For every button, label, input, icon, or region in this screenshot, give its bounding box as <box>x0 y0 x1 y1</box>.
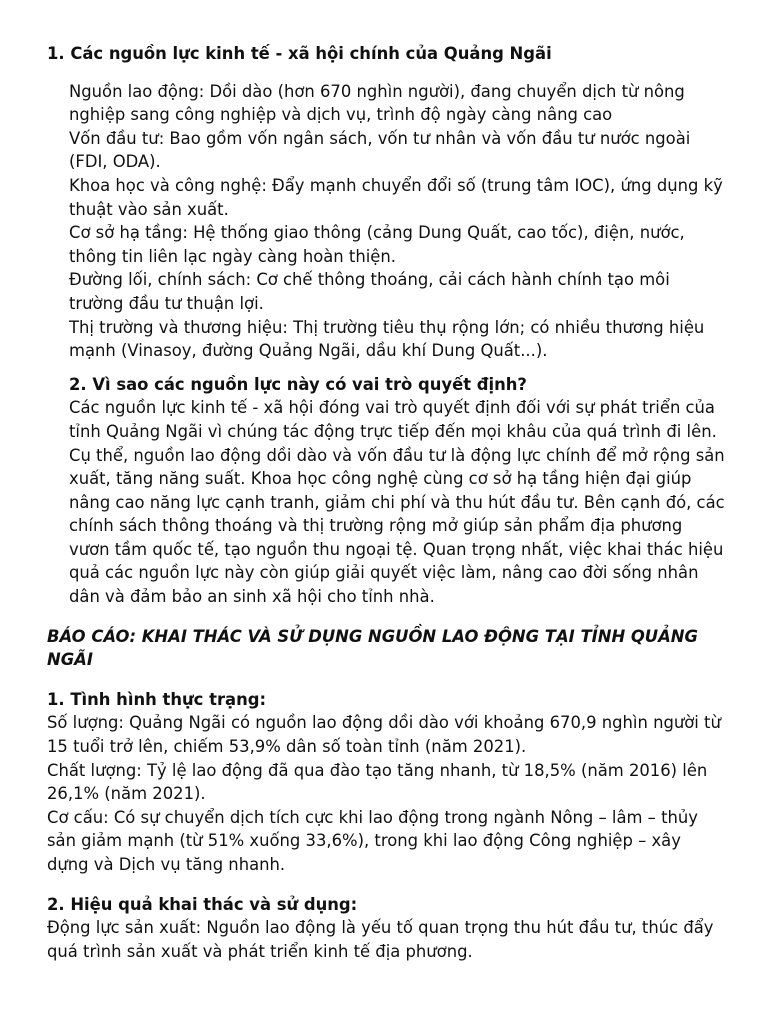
section1-item-market: Thị trường và thương hiệu: Thị trường tiêu thụ rộng lớn; có nhiều thương hiệu mạnh (Vinasoy, đường Quảng Ngãi, dầu khí Dung Quất...). <box>69 317 705 361</box>
report-part2-heading: 2. Hiệu quả khai thác và sử dụng: <box>47 894 358 914</box>
section2-block <box>47 373 727 609</box>
section1-heading: 1. Các nguồn lực kinh tế - xã hội chính của Quảng Ngãi <box>47 44 552 63</box>
section1-item-capital: Vốn đầu tư: Bao gồm vốn ngân sách, vốn tư nhân và vốn đầu tư nước ngoài (FDI, ODA). <box>69 128 691 172</box>
section1-item-policy: Đường lối, chính sách: Cơ chế thông thoáng, cải cách hành chính tạo môi trường đầu tư thuận lợi. <box>69 270 670 313</box>
report-part1-item-quality: Chất lượng: Tỷ lệ lao động đã qua đào tạo tăng nhanh, từ 18,5% (năm 2016) lên 26,1% (năm 2021). <box>47 760 708 804</box>
document-page <box>47 42 727 963</box>
section2-heading: 2. Vì sao các nguồn lực này có vai trò quyết định? <box>69 374 527 394</box>
report-part1-heading: 1. Tình hình thực trạng: <box>47 689 267 709</box>
report-part2-item-production: Động lực sản xuất: Nguồn lao động là yếu tố quan trọng thu hút đầu tư, thúc đẩy quá trình sản xuất và phát triển kinh tế địa phương. <box>47 918 714 961</box>
section1-item-science: Khoa học và công nghệ: Đẩy mạnh chuyển đổi số (trung tâm IOC), ứng dụng kỹ thuật vào sản xuất. <box>69 175 723 219</box>
section1-list <box>47 80 727 363</box>
report-part1-item-quantity: Số lượng: Quảng Ngãi có nguồn lao động dồi dào với khoảng 670,9 nghìn người từ 15 tuổi trở lên, chiếm 53,9% dân số toàn tỉnh (năm 2021). <box>47 713 721 757</box>
report-title: BÁO CÁO: KHAI THÁC VÀ SỬ DỤNG NGUỒN LAO ĐỘNG TẠI TỈNH QUẢNG NGÃI <box>47 626 698 670</box>
report-part1-item-structure: Cơ cấu: Có sự chuyển dịch tích cực khi lao động trong ngành Nông – lâm – thủy sản giảm mạnh (từ 51% xuống 33,6%), trong khi lao động Công nghiệp – xây dựng và Dịch vụ tăng nhanh. <box>47 807 698 874</box>
section1-item-labor: Nguồn lao động: Dồi dào (hơn 670 nghìn người), đang chuyển dịch từ nông nghiệp sang công nghiệp và dịch vụ, trình độ ngày càng nâng cao <box>69 81 685 125</box>
section2-body: Các nguồn lực kinh tế - xã hội đóng vai trò quyết định đối với sự phát triển của tỉnh Quảng Ngãi vì chúng tác động trực tiếp đến mọi khâu của quá trình đi lên. Cụ thể, nguồn lao động dồi dào và vốn đầu tư là động lực chính để mở rộng sản xuất, tăng năng suất. Khoa học công nghệ cùng cơ sở hạ tầng hiện đại giúp nâng cao năng lực cạnh tranh, giảm chi phí và thu hút đầu tư. Bên cạnh đó, các chính sách thông thoáng và thị trường rộng mở giúp sản phẩm địa phương vươn tầm quốc tế, tạo nguồn thu ngoại tệ. Quan trọng nhất, việc khai thác hiệu quả các nguồn lực này còn giúp giải quyết việc làm, nâng cao đời sống nhân dân và đảm bảo an sinh xã hội cho tỉnh nhà. <box>69 398 725 607</box>
section1-item-infrastructure: Cơ sở hạ tầng: Hệ thống giao thông (cảng Dung Quất, cao tốc), điện, nước, thông tin liên lạc ngày càng hoàn thiện. <box>69 223 685 266</box>
